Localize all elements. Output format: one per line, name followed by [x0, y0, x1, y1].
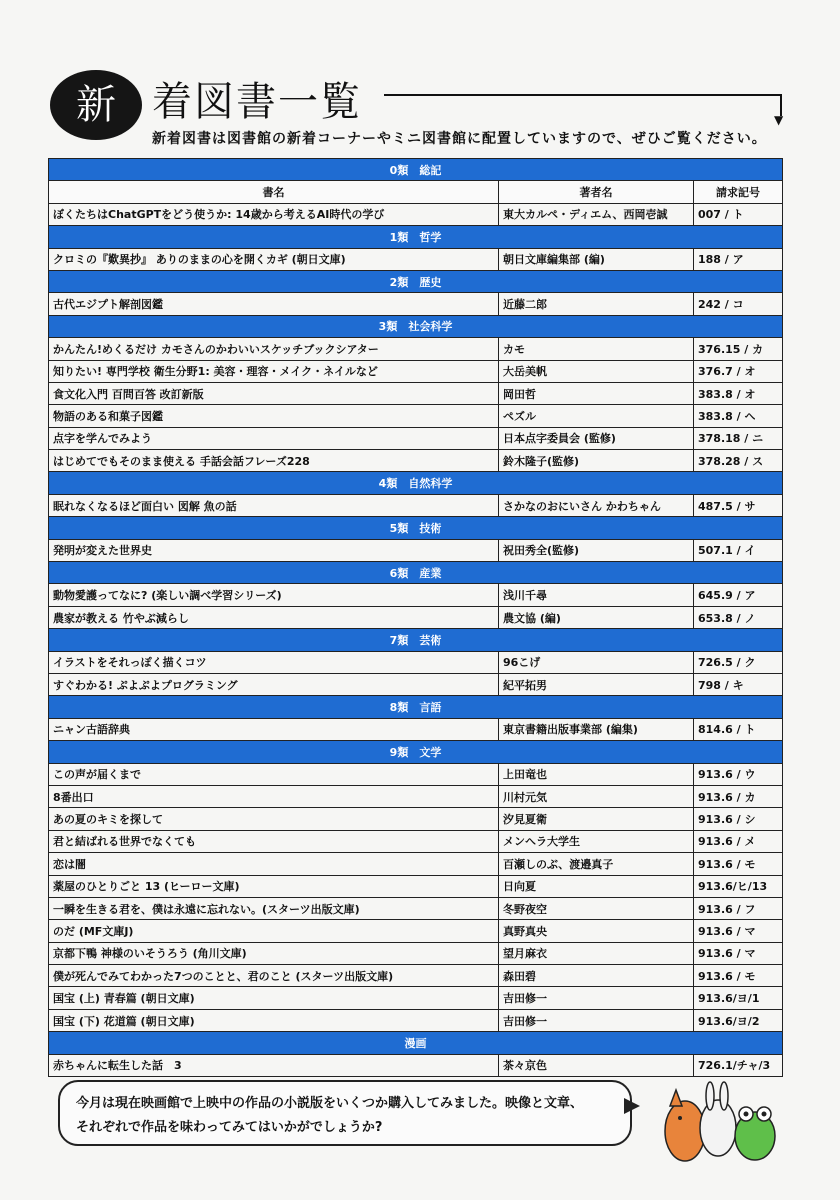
book-title: 薬屋のひとりごと 13 (ヒーロー文庫): [49, 875, 499, 897]
book-author: 農文協 (編): [499, 606, 694, 628]
book-call-number: 913.6/ヒ/13: [694, 875, 783, 897]
book-title: 君と結ばれる世界でなくても: [49, 830, 499, 852]
book-call-number: 913.6 / メ: [694, 830, 783, 852]
book-call-number: 913.6/ヨ/2: [694, 1009, 783, 1031]
category-row: [49, 696, 783, 718]
book-row: [49, 987, 783, 1009]
book-call-number: 188 / ア: [694, 248, 783, 270]
title-underline: [384, 94, 780, 96]
column-header-row: [49, 181, 783, 203]
book-author: 百瀬しのぶ、渡邉真子: [499, 853, 694, 875]
column-header-call-number: 請求記号: [694, 181, 783, 203]
book-row: [49, 203, 783, 225]
book-row: [49, 360, 783, 382]
book-author: 96こげ: [499, 651, 694, 673]
category-row: [49, 1032, 783, 1054]
book-author: 岡田哲: [499, 382, 694, 404]
book-title: 眠れなくなるほど面白い 図解 魚の話: [49, 494, 499, 516]
book-row: [49, 718, 783, 740]
book-title: ニャン古語辞典: [49, 718, 499, 740]
book-row: [49, 248, 783, 270]
book-author: 茶々京色: [499, 1054, 694, 1076]
book-row: [49, 427, 783, 449]
category-row: [49, 517, 783, 539]
book-title: クロミの『歎異抄』 ありのままの心を開くカギ (朝日文庫): [49, 248, 499, 270]
category-row: [49, 315, 783, 337]
book-row: [49, 785, 783, 807]
speech-bubble-tail: [624, 1098, 640, 1114]
book-author: 吉田修一: [499, 987, 694, 1009]
book-title: 京都下鴨 神様のいそうろう (角川文庫): [49, 942, 499, 964]
book-call-number: 376.15 / カ: [694, 338, 783, 360]
book-row: [49, 584, 783, 606]
note-line-2: それぞれで作品を味わってみてはいかがでしょうか?: [76, 1120, 383, 1135]
book-author: 日向夏: [499, 875, 694, 897]
book-call-number: 487.5 / サ: [694, 494, 783, 516]
category-label: 1類 哲学: [49, 226, 783, 248]
category-row: [49, 226, 783, 248]
book-author: 上田竜也: [499, 763, 694, 785]
book-title: はじめてでもそのまま使える 手話会話フレーズ228: [49, 450, 499, 472]
book-row: [49, 338, 783, 360]
book-call-number: 378.28 / ス: [694, 450, 783, 472]
book-title: 8番出口: [49, 785, 499, 807]
book-author: 吉田修一: [499, 1009, 694, 1031]
book-author: 東大カルペ・ディエム、西岡壱誠: [499, 203, 694, 225]
book-call-number: 913.6 / ウ: [694, 763, 783, 785]
book-row: [49, 942, 783, 964]
book-row: [49, 673, 783, 695]
category-row: [49, 159, 783, 181]
book-row: [49, 382, 783, 404]
speech-bubble: [58, 1080, 632, 1146]
column-header-title: 書名: [49, 181, 499, 203]
book-call-number: 913.6 / フ: [694, 897, 783, 919]
book-author: 真野真央: [499, 920, 694, 942]
book-title: イラストをそれっぽく描くコツ: [49, 651, 499, 673]
book-row: [49, 920, 783, 942]
book-author: メンヘラ大学生: [499, 830, 694, 852]
page-title: 着図書一覧: [152, 79, 362, 125]
book-title: ぼくたちはChatGPTをどう使うか: 14歳から考えるAI時代の学び: [49, 203, 499, 225]
book-title: 国宝 (下) 花道篇 (朝日文庫): [49, 1009, 499, 1031]
category-label: 3類 社会科学: [49, 315, 783, 337]
book-title: 動物愛護ってなに? (楽しい調べ学習シリーズ): [49, 584, 499, 606]
book-author: 大岳美帆: [499, 360, 694, 382]
book-title: 食文化入門 百問百答 改訂新版: [49, 382, 499, 404]
book-title: 赤ちゃんに転生した話 3: [49, 1054, 499, 1076]
book-call-number: 913.6 / モ: [694, 965, 783, 987]
book-row: [49, 405, 783, 427]
category-label: 4類 自然科学: [49, 472, 783, 494]
book-call-number: 913.6 / シ: [694, 808, 783, 830]
book-row: [49, 897, 783, 919]
book-author: 日本点字委員会 (監修): [499, 427, 694, 449]
book-call-number: 383.8 / ヘ: [694, 405, 783, 427]
book-row: [49, 853, 783, 875]
book-author: 近藤二郎: [499, 293, 694, 315]
book-row: [49, 1009, 783, 1031]
book-author: 冬野夜空: [499, 897, 694, 919]
book-call-number: 913.6 / モ: [694, 853, 783, 875]
book-author: 望月麻衣: [499, 942, 694, 964]
book-call-number: 913.6 / マ: [694, 920, 783, 942]
book-call-number: 378.18 / ニ: [694, 427, 783, 449]
book-author: 汐見夏衛: [499, 808, 694, 830]
book-row: [49, 539, 783, 561]
book-title: 古代エジプト解剖図鑑: [49, 293, 499, 315]
book-title: 僕が死んでみてわかった7つのことと、君のこと (スターツ出版文庫): [49, 965, 499, 987]
category-label: 9類 文学: [49, 741, 783, 763]
book-row: [49, 965, 783, 987]
book-author: ペズル: [499, 405, 694, 427]
mascot-illustration: [640, 1076, 780, 1166]
book-title: すぐわかる! ぷよぷよプログラミング: [49, 673, 499, 695]
book-author: 森田碧: [499, 965, 694, 987]
book-author: 川村元気: [499, 785, 694, 807]
book-title: この声が届くまで: [49, 763, 499, 785]
book-title: あの夏のキミを探して: [49, 808, 499, 830]
book-call-number: 913.6 / マ: [694, 942, 783, 964]
book-call-number: 507.1 / イ: [694, 539, 783, 561]
book-author: さかなのおにいさん かわちゃん: [499, 494, 694, 516]
book-author: 浅川千尋: [499, 584, 694, 606]
book-row: [49, 606, 783, 628]
category-label: 5類 技術: [49, 517, 783, 539]
category-label: 8類 言語: [49, 696, 783, 718]
book-call-number: 645.9 / ア: [694, 584, 783, 606]
category-label: 2類 歴史: [49, 270, 783, 292]
book-author: 紀平拓男: [499, 673, 694, 695]
book-call-number: 726.5 / ク: [694, 651, 783, 673]
rabbit-mascot-icon: [700, 1082, 736, 1156]
book-author: 鈴木隆子(監修): [499, 450, 694, 472]
book-author: 祝田秀全(監修): [499, 539, 694, 561]
book-call-number: 726.1/チャ/3: [694, 1054, 783, 1076]
category-row: [49, 741, 783, 763]
category-label: 0類 総記: [49, 159, 783, 181]
category-label: 6類 産業: [49, 562, 783, 584]
title-badge: 新: [50, 70, 142, 140]
category-label: 7類 芸術: [49, 629, 783, 651]
book-author: 朝日文庫編集部 (編): [499, 248, 694, 270]
book-title: 発明が変えた世界史: [49, 539, 499, 561]
book-row: [49, 875, 783, 897]
book-title: かんたん!めくるだけ カモさんのかわいいスケッチブックシアター: [49, 338, 499, 360]
book-title: 知りたい! 専門学校 衛生分野1: 美容・理容・メイク・ネイルなど: [49, 360, 499, 382]
book-call-number: 814.6 / ト: [694, 718, 783, 740]
book-row: [49, 494, 783, 516]
category-row: [49, 562, 783, 584]
book-author: カモ: [499, 338, 694, 360]
book-title: 国宝 (上) 青春篇 (朝日文庫): [49, 987, 499, 1009]
book-call-number: 242 / コ: [694, 293, 783, 315]
book-row: [49, 293, 783, 315]
book-call-number: 913.6 / カ: [694, 785, 783, 807]
book-call-number: 798 / キ: [694, 673, 783, 695]
fox-mascot-icon: [665, 1090, 705, 1161]
book-call-number: 383.8 / オ: [694, 382, 783, 404]
book-row: [49, 830, 783, 852]
book-row: [49, 450, 783, 472]
book-row: [49, 651, 783, 673]
frog-mascot-icon: [735, 1107, 775, 1160]
book-call-number: 007 / ト: [694, 203, 783, 225]
category-label: 漫画: [49, 1032, 783, 1054]
book-call-number: 913.6/ヨ/1: [694, 987, 783, 1009]
column-header-author: 著者名: [499, 181, 694, 203]
book-row: [49, 1054, 783, 1076]
book-title: 農家が教える 竹やぶ減らし: [49, 606, 499, 628]
category-row: [49, 629, 783, 651]
new-books-table-body: [49, 159, 783, 1077]
note-line-1: 今月は現在映画館で上映中の作品の小説版をいくつか購入してみました。映像と文章、: [76, 1096, 584, 1111]
book-title: 物語のある和菓子図鑑: [49, 405, 499, 427]
book-row: [49, 763, 783, 785]
book-call-number: 653.8 / ノ: [694, 606, 783, 628]
category-row: [49, 472, 783, 494]
book-title: のだ (MF文庫J): [49, 920, 499, 942]
book-title: 一瞬を生きる君を、僕は永遠に忘れない。(スターツ出版文庫): [49, 897, 499, 919]
page-subtitle: 新着図書は図書館の新着コーナーやミニ図書館に配置していますので、ぜひご覧ください。: [152, 131, 767, 147]
book-call-number: 376.7 / オ: [694, 360, 783, 382]
category-row: [49, 270, 783, 292]
new-books-table: [48, 158, 783, 1077]
book-author: 東京書籍出版事業部 (編集): [499, 718, 694, 740]
book-row: [49, 808, 783, 830]
book-title: 点字を学んでみよう: [49, 427, 499, 449]
arrow-down-icon: ▼: [774, 113, 784, 127]
book-title: 恋は闇: [49, 853, 499, 875]
